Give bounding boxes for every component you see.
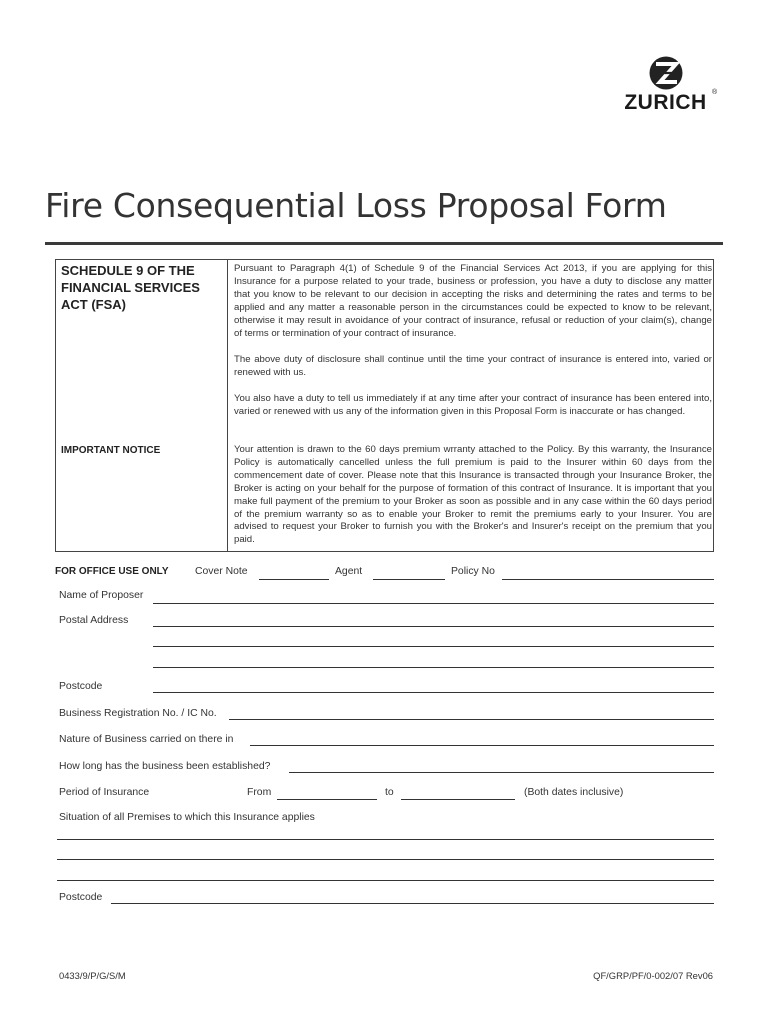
office-use-label: FOR OFFICE USE ONLY bbox=[55, 566, 169, 577]
period-to-label: to bbox=[385, 787, 394, 798]
postal-address-field-line-1[interactable] bbox=[153, 626, 714, 627]
premises-postcode-label: Postcode bbox=[59, 892, 103, 903]
title-divider bbox=[45, 242, 723, 245]
both-dates-inclusive-label: (Both dates inclusive) bbox=[524, 787, 624, 798]
important-notice-text: Your attention is drawn to the 60 days premium wrranty attached to the Policy. By this warranty, the Insurance Policy is automatically cancelled unless the full premium is paid to the Insurer within 60 days from the commencement date of cover. Please note that this Insurance is transacted through your Insurance Broker, the Broker is acting on your behalf for the purpose of formation of this contract of Insurance. It is important that you make full payment of the premium to your Broker as soon as possible and in any case within the 60 days period of the premium warranty so as to enable your Broker to remit the premiums early to your Insurer. You are advised to request your Broker to furnish you with the Broker's and Insurer's receipt on the premium that you paid. bbox=[234, 444, 712, 546]
agent-label: Agent bbox=[335, 566, 363, 577]
situation-field-line-1[interactable] bbox=[57, 839, 714, 840]
postcode-label: Postcode bbox=[59, 681, 103, 692]
postal-address-field-line-3[interactable] bbox=[153, 667, 714, 668]
period-from-label: From bbox=[247, 787, 272, 798]
postal-address-field-line-2[interactable] bbox=[153, 646, 714, 647]
disclosure-paragraph-2: The above duty of disclosure shall continue until the time your contract of insurance is entered into, varied or renewed with us. bbox=[234, 354, 712, 378]
name-of-proposer-label: Name of Proposer bbox=[59, 590, 144, 601]
business-registration-field[interactable] bbox=[229, 719, 714, 720]
policy-no-field[interactable] bbox=[502, 579, 714, 580]
business-established-label: How long has the business been established? bbox=[59, 761, 271, 772]
important-notice-heading: IMPORTANT NOTICE bbox=[61, 445, 161, 456]
footer-revision-code: QF/GRP/PF/0-002/07 Rev06 bbox=[593, 970, 713, 981]
situation-field-line-3[interactable] bbox=[57, 880, 714, 881]
business-registration-label: Business Registration No. / IC No. bbox=[59, 708, 217, 719]
period-to-field[interactable] bbox=[401, 799, 515, 800]
name-of-proposer-field[interactable] bbox=[153, 603, 714, 604]
situation-of-premises-label: Situation of all Premises to which this Insurance applies bbox=[59, 812, 315, 823]
page-title: Fire Consequential Loss Proposal Form bbox=[45, 186, 667, 225]
nature-of-business-label: Nature of Business carried on there in bbox=[59, 734, 234, 745]
zurich-logo bbox=[618, 55, 718, 119]
postal-address-label: Postal Address bbox=[59, 615, 129, 626]
notice-column-divider bbox=[227, 259, 228, 552]
postcode-field[interactable] bbox=[153, 692, 714, 693]
nature-of-business-field[interactable] bbox=[250, 745, 714, 746]
agent-field[interactable] bbox=[373, 579, 445, 580]
period-from-field[interactable] bbox=[277, 799, 377, 800]
cover-note-label: Cover Note bbox=[195, 566, 248, 577]
policy-no-label: Policy No bbox=[451, 566, 495, 577]
cover-note-field[interactable] bbox=[259, 579, 329, 580]
schedule-heading: SCHEDULE 9 OF THE FINANCIAL SERVICES ACT (FSA) bbox=[61, 263, 200, 312]
premises-postcode-field[interactable] bbox=[111, 903, 714, 904]
disclosure-paragraph-1: Pursuant to Paragraph 4(1) of Schedule 9 of the Financial Services Act 2013, if you are applying for this Insurance for a purpose related to your trade, business or profession, you have a duty to disclose any matter that you know to be relevant to our decision in accepting the risks and determining the rates and terms to be applied and any matter a reasonable person in the circumstances could be expected to know to be relevant, otherwise it may result in avoidance of your contract of insurance, refusal or reduction of your claim(s), change of terms or termination of your contract of insurance. bbox=[234, 263, 712, 339]
period-of-insurance-label: Period of Insurance bbox=[59, 787, 150, 798]
disclosure-paragraph-3: You also have a duty to tell us immediately if at any time after your contract of insurance has been entered into, varied or renewed with us any of the information given in this Proposal Form is inaccurate or has changed. bbox=[234, 393, 712, 417]
zurich-emblem-icon bbox=[618, 55, 718, 91]
situation-field-line-2[interactable] bbox=[57, 859, 714, 860]
brand-name: ZURICH bbox=[624, 91, 707, 114]
footer-form-code: 0433/9/P/G/S/M bbox=[59, 970, 126, 981]
registered-mark: ® bbox=[712, 89, 718, 96]
business-established-field[interactable] bbox=[289, 772, 714, 773]
